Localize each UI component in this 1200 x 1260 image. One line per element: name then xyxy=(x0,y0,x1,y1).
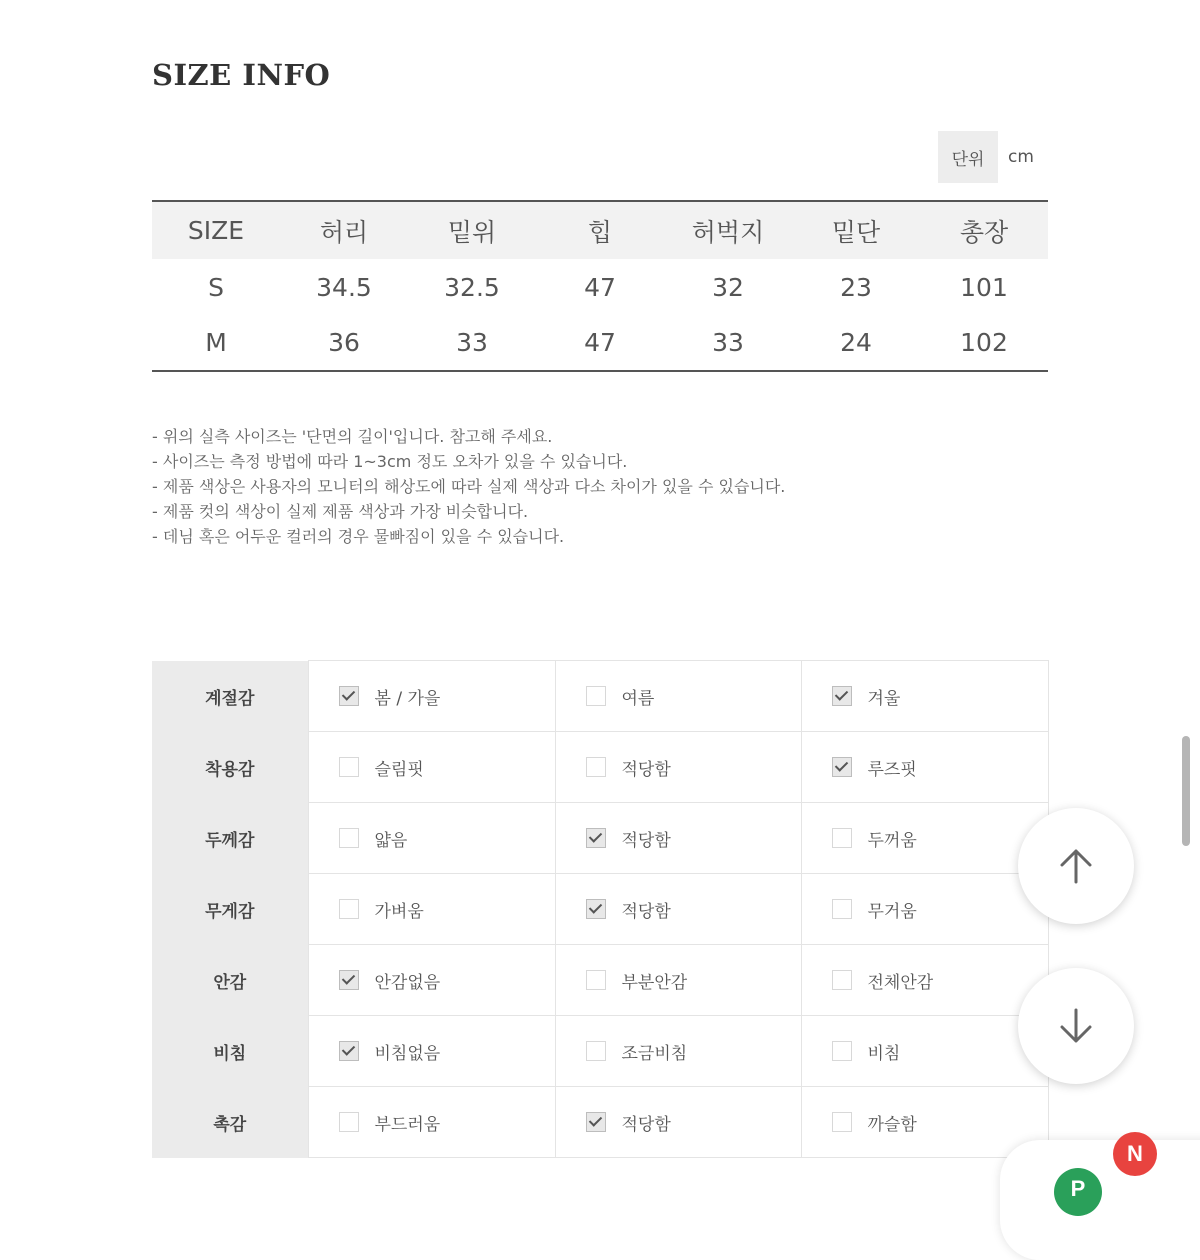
feel-option xyxy=(556,755,801,780)
unchecked-checkbox xyxy=(832,1041,852,1061)
p-badge[interactable]: P xyxy=(1054,1168,1102,1216)
feel-option-label: 얇음 xyxy=(374,830,408,851)
size-header-length: 총장 xyxy=(959,217,1009,247)
feel-option-label: 적당함 xyxy=(621,830,671,851)
feel-option-cell xyxy=(801,874,1048,945)
size-cell: 23 xyxy=(840,272,872,302)
feel-option-label: 비침 xyxy=(867,1043,901,1064)
feel-row xyxy=(152,732,1048,803)
feel-option-cell xyxy=(308,803,555,874)
feel-option xyxy=(802,755,1048,780)
feel-category-label: 두께감 xyxy=(152,803,308,874)
feel-option xyxy=(556,968,801,993)
feel-option-label: 겨울 xyxy=(867,688,901,709)
size-header-thigh: 허벅지 xyxy=(691,217,765,247)
feel-option-cell xyxy=(555,661,801,732)
feel-option-label: 부분안감 xyxy=(621,972,688,993)
fit-feel-table xyxy=(152,660,1049,1158)
feel-option-cell xyxy=(308,732,555,803)
feel-option-label: 봄 / 가을 xyxy=(374,688,441,709)
size-header-hip: 힙 xyxy=(587,217,613,247)
size-row-s xyxy=(152,259,1048,315)
size-notes xyxy=(152,424,785,549)
feel-option xyxy=(802,1039,1048,1064)
feel-option-label: 적당함 xyxy=(621,901,671,922)
feel-option-cell xyxy=(555,945,801,1016)
feel-option-cell xyxy=(555,1087,801,1158)
notification-badge[interactable]: N xyxy=(1113,1132,1157,1176)
feel-option-cell xyxy=(801,1087,1048,1158)
feel-category-label: 계절감 xyxy=(152,661,308,732)
feel-option-label: 루즈핏 xyxy=(867,759,917,780)
feel-option-cell xyxy=(555,874,801,945)
checked-checkbox xyxy=(339,970,359,990)
feel-option-cell xyxy=(308,1016,555,1087)
feel-option xyxy=(802,968,1048,993)
feel-row xyxy=(152,945,1048,1016)
arrow-down-icon xyxy=(1054,1004,1098,1048)
unchecked-checkbox xyxy=(339,757,359,777)
feel-option-cell xyxy=(555,1016,801,1087)
unchecked-checkbox xyxy=(586,970,606,990)
size-cell: 102 xyxy=(960,328,1008,357)
feel-option xyxy=(556,1110,801,1135)
feel-option-label: 두꺼움 xyxy=(867,830,917,851)
checked-checkbox xyxy=(339,1041,359,1061)
feel-option xyxy=(309,968,555,993)
feel-option xyxy=(309,826,555,851)
size-cell: 33 xyxy=(456,328,488,357)
feel-option xyxy=(802,684,1048,709)
unchecked-checkbox xyxy=(832,1112,852,1132)
feel-option-label: 비침없음 xyxy=(374,1043,441,1064)
size-cell: 34.5 xyxy=(316,272,372,302)
feel-row xyxy=(152,661,1048,732)
scroll-bottom-button[interactable] xyxy=(1018,968,1134,1084)
checked-checkbox xyxy=(339,686,359,706)
feel-option xyxy=(556,684,801,709)
feel-option-cell xyxy=(801,803,1048,874)
size-cell: 101 xyxy=(960,272,1008,302)
feel-option-label: 적당함 xyxy=(621,759,671,780)
feel-option-label: 까슬함 xyxy=(867,1114,917,1135)
feel-option xyxy=(802,826,1048,851)
page-title: SIZE INFO xyxy=(152,58,331,92)
size-cell: 33 xyxy=(712,328,744,357)
size-header-rise: 밑위 xyxy=(447,217,497,247)
feel-option xyxy=(309,755,555,780)
feel-option-cell xyxy=(308,1087,555,1158)
feel-option-cell xyxy=(308,661,555,732)
size-table-header-row xyxy=(152,201,1048,259)
feel-option xyxy=(556,826,801,851)
size-header-hem: 밑단 xyxy=(831,217,881,247)
size-cell: M xyxy=(205,328,227,357)
checked-checkbox xyxy=(586,1112,606,1132)
feel-option-label: 조금비침 xyxy=(621,1043,688,1064)
feel-option-cell xyxy=(801,732,1048,803)
feel-option-label: 무거움 xyxy=(867,901,917,922)
checked-checkbox xyxy=(586,828,606,848)
feel-option xyxy=(309,684,555,709)
size-cell: 32.5 xyxy=(444,272,500,302)
note-item: - 위의 실측 사이즈는 '단면의 길이'입니다. 참고해 주세요. xyxy=(152,427,553,446)
note-item: - 데님 혹은 어두운 컬러의 경우 물빠짐이 있을 수 있습니다. xyxy=(152,527,565,546)
unit-label: 단위 xyxy=(938,131,998,183)
feel-option-cell xyxy=(555,803,801,874)
size-cell: 47 xyxy=(584,328,616,357)
feel-category-label: 무게감 xyxy=(152,874,308,945)
unchecked-checkbox xyxy=(832,828,852,848)
feel-option-cell xyxy=(801,1016,1048,1087)
size-header-size: SIZE xyxy=(187,216,245,245)
feel-option xyxy=(556,1039,801,1064)
feel-category-label: 착용감 xyxy=(152,732,308,803)
feel-option-cell xyxy=(308,874,555,945)
feel-option xyxy=(802,897,1048,922)
size-cell: 24 xyxy=(840,328,872,357)
feel-category-label: 촉감 xyxy=(152,1087,308,1158)
size-cell: S xyxy=(208,272,224,302)
size-cell: 32 xyxy=(712,272,744,302)
unit-value: cm xyxy=(1008,147,1034,167)
feel-category-label: 비침 xyxy=(152,1016,308,1087)
size-cell: 47 xyxy=(584,272,616,302)
size-cell: 36 xyxy=(328,328,360,357)
checked-checkbox xyxy=(832,686,852,706)
feel-option-label: 안감없음 xyxy=(374,972,441,993)
checked-checkbox xyxy=(586,899,606,919)
checked-checkbox xyxy=(832,757,852,777)
note-item: - 제품 색상은 사용자의 모니터의 해상도에 따라 실제 색상과 다소 차이가 있을 수 있습니다. xyxy=(152,477,786,496)
arrow-up-icon xyxy=(1054,844,1098,888)
feel-option xyxy=(802,1110,1048,1135)
feel-option xyxy=(556,897,801,922)
feel-row xyxy=(152,1016,1048,1087)
feel-option-label: 여름 xyxy=(621,688,655,709)
feel-row xyxy=(152,803,1048,874)
feel-option-cell xyxy=(555,732,801,803)
feel-option-cell xyxy=(801,661,1048,732)
feel-option xyxy=(309,1110,555,1135)
size-header-waist: 허리 xyxy=(319,217,369,247)
unchecked-checkbox xyxy=(832,899,852,919)
unchecked-checkbox xyxy=(586,1041,606,1061)
feel-option-label: 가벼움 xyxy=(374,901,424,922)
scroll-top-button[interactable] xyxy=(1018,808,1134,924)
size-row-m xyxy=(152,315,1048,371)
note-item: - 사이즈는 측정 방법에 따라 1~3cm 정도 오차가 있을 수 있습니다. xyxy=(152,452,628,471)
size-table xyxy=(152,200,1048,372)
unchecked-checkbox xyxy=(832,970,852,990)
feel-option-label: 적당함 xyxy=(621,1114,671,1135)
scrollbar-thumb[interactable] xyxy=(1182,736,1190,846)
unchecked-checkbox xyxy=(339,1112,359,1132)
unchecked-checkbox xyxy=(586,757,606,777)
note-item: - 제품 컷의 색상이 실제 제품 색상과 가장 비슷합니다. xyxy=(152,502,529,521)
feel-option-label: 부드러움 xyxy=(374,1114,441,1135)
feel-option-label: 전체안감 xyxy=(867,972,934,993)
feel-row xyxy=(152,1087,1048,1158)
feel-option-cell xyxy=(308,945,555,1016)
unchecked-checkbox xyxy=(339,828,359,848)
feel-option xyxy=(309,897,555,922)
feel-row xyxy=(152,874,1048,945)
feel-option xyxy=(309,1039,555,1064)
unchecked-checkbox xyxy=(586,686,606,706)
feel-category-label: 안감 xyxy=(152,945,308,1016)
unchecked-checkbox xyxy=(339,899,359,919)
feel-option-cell xyxy=(801,945,1048,1016)
feel-option-label: 슬림핏 xyxy=(374,759,424,780)
